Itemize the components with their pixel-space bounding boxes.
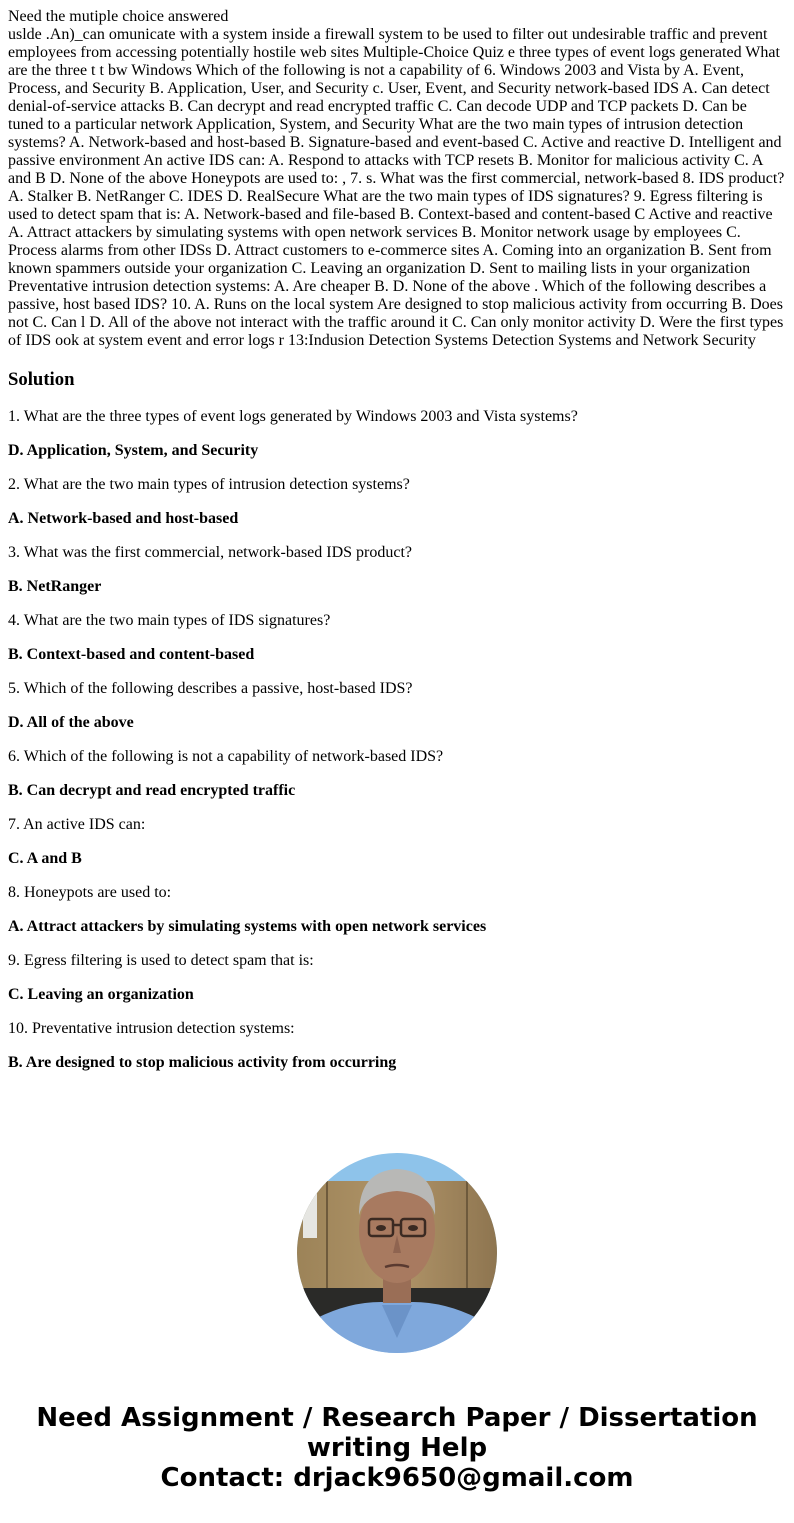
promo-contact: Contact: drjack9650@gmail.com [160,1463,634,1493]
solution-answer-3: B. NetRanger [8,578,102,595]
author-avatar [297,1153,497,1353]
question-block [8,8,786,350]
solution-answer-9: C. Leaving an organization [8,986,194,1003]
solution-answer-7: C. A and B [8,850,82,867]
solution-answer-1: D. Application, System, and Security [8,442,259,459]
solution-question-1: 1. What are the three types of event logs generated by Windows 2003 and Vista systems? [8,408,578,425]
solution-answer-6: B. Can decrypt and read encrypted traffic [8,782,296,799]
solution-question-4: 4. What are the two main types of IDS signatures? [8,612,331,629]
solution-heading: Solution [8,369,75,390]
solution-question-3: 3. What was the first commercial, network-based IDS product? [8,544,413,561]
question-title: Need the mutiple choice answered [8,8,229,25]
solution-question-5: 5. Which of the following describes a passive, host-based IDS? [8,680,413,697]
solution-question-9: 9. Egress filtering is used to detect spam that is: [8,952,314,969]
solution-answer-5: D. All of the above [8,714,134,731]
solution-answer-4: B. Context-based and content-based [8,646,255,663]
promo-line-2: writing Help [306,1433,488,1463]
promo-footer [0,1403,794,1493]
solution-question-10: 10. Preventative intrusion detection systems: [8,1020,295,1037]
question-body: uslde .An)_can omunicate with a system inside a firewall system to be used to filter out undesirable traffic and prevent employees from accessing potentially hostile web sites Multiple-Choice Quiz e three types of event logs generated What are the three t t bw Windows Which of the following is not a capability of 6. Windows 2003 and Vista by A. Event, Process, and Security B. Application, User, and Security c. User, Event, and Security network-based IDS A. Can detect denial-of-service attacks B. Can decrypt and read encrypted traffic C. Can decode UDP and TCP packets D. Can be tuned to a particular network Application, System, and Security What are the two main types of intrusion detection systems? A. Network-based and host-based B. Signature-based and event-based C. Active and reactive D. Intelligent and passive environment An active IDS can: A. Respond to attacks with TCP resets B. Monitor for malicious activity C. A and B D. None of the above Honeypots are used to: , 7. s. What was the first commercial, network-based 8. IDS product? A. Stalker B. NetRanger C. IDES D. RealSecure What are the two main types of IDS signatures? 9. Egress filtering is used to detect spam that is: A. Network-based and file-based B. Context-based and content-based C Active and reactive A. Attract attackers by simulating systems with open network services B. Monitor network usage by employees C. Process alarms from other IDSs D. Attract customers to e-commerce sites A. Coming into an organization B. Sent from known spammers outside your organization C. Leaving an organization D. Sent to mailing lists in your organization Preventative intrusion detection systems: A. Are cheaper B. D. None of the above . Which of the following describes a passive, host based IDS? 10. A. Runs on the local system Are designed to stop malicious activity from occurring B. Does not C. Can l D. All of the above not interact with the traffic around it C. Can only monitor activity D. Were the first types of IDS ook at system event and error logs r 13:Indusion Detection Systems Detection Systems and Network Security [8,26,785,349]
author-portrait-icon [297,1153,497,1353]
solution-answer-10: B. Are designed to stop malicious activity from occurring [8,1054,397,1071]
solution-question-8: 8. Honeypots are used to: [8,884,172,901]
solution-question-6: 6. Which of the following is not a capability of network-based IDS? [8,748,444,765]
solution-answer-8: A. Attract attackers by simulating systems with open network services [8,918,487,935]
solution-list [8,408,786,1088]
solution-question-2: 2. What are the two main types of intrusion detection systems? [8,476,410,493]
promo-line-1: Need Assignment / Research Paper / Dissertation [36,1403,758,1433]
solution-answer-2: A. Network-based and host-based [8,510,239,527]
solution-question-7: 7. An active IDS can: [8,816,146,833]
